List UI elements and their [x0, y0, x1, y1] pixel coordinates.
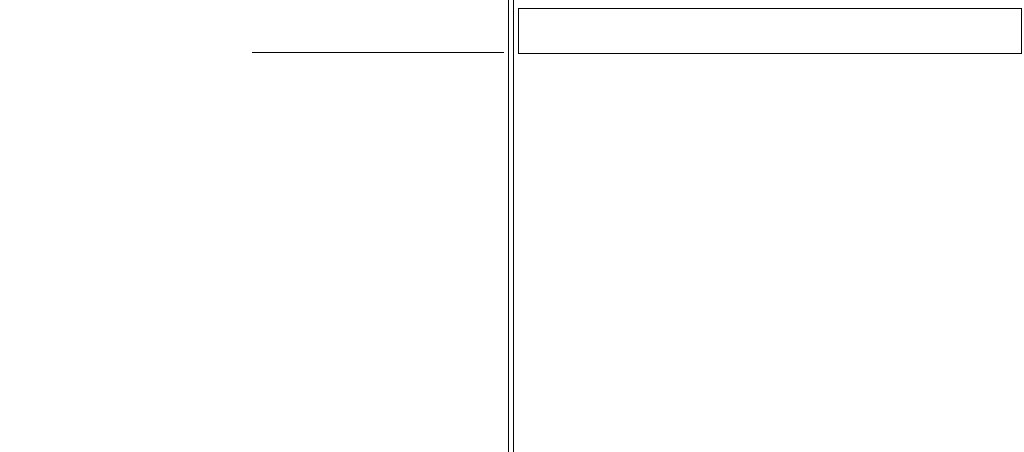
additional-info-heading [519, 22, 1021, 32]
section3-subtitle [0, 65, 506, 76]
group-label [0, 32, 506, 42]
additional-info-title [519, 11, 1021, 22]
section2-title [0, 6, 506, 17]
section3-title [0, 54, 506, 65]
company-label [0, 82, 506, 93]
right-column [516, 0, 1024, 452]
subsidiaries-header [519, 42, 1021, 52]
column-divider-left [508, 0, 509, 452]
column-divider-right [513, 0, 514, 452]
additional-info-intro [519, 32, 1021, 42]
additional-info-box [518, 8, 1022, 54]
section2-subtitle [0, 17, 506, 28]
left-column [0, 0, 506, 452]
period-headers [252, 42, 504, 53]
